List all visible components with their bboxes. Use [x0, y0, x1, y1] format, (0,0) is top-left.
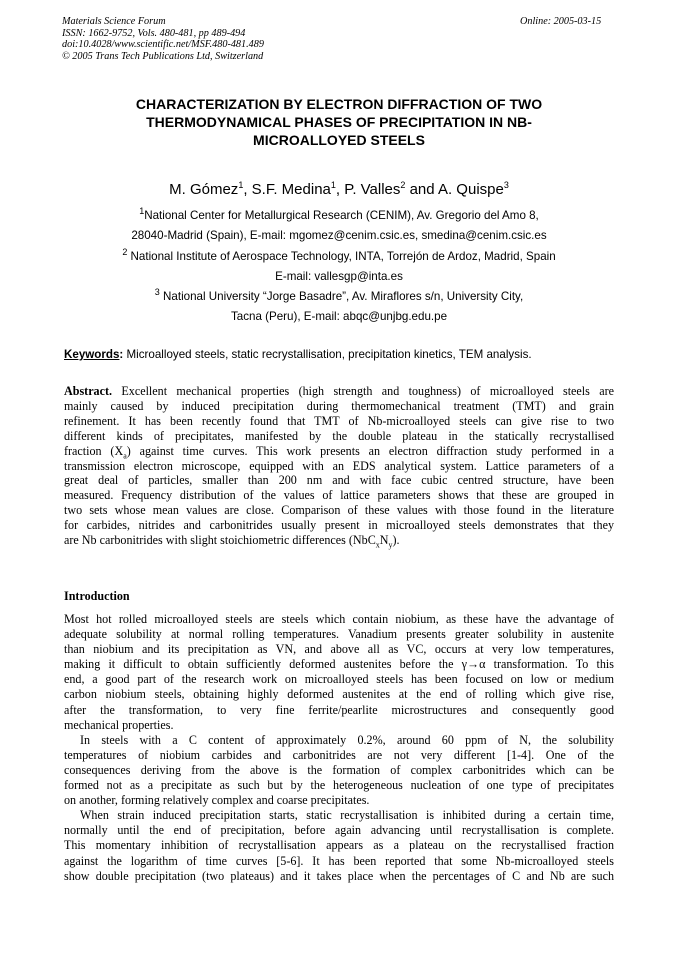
author-separator: ,: [243, 181, 252, 198]
body-line: after the transformation, to very fine ferrite/pearlite microstructures and consequently good: [64, 702, 614, 717]
author-name: S.F. Medina: [251, 181, 331, 198]
body-line: end, a good part of the research work on microalloyed steels has been focused on low or medium: [64, 672, 614, 687]
affiliation-marker: 3: [154, 287, 160, 298]
author-list: [60, 181, 618, 199]
body-line: carbon niobium steels, obtaining highly deformed austenites at the end of rolling which give rise,: [64, 687, 614, 702]
affiliation-line: E-mail: vallesgp@inta.es: [275, 269, 403, 283]
affiliation-line: [60, 206, 618, 226]
affiliation-marker: 1: [238, 180, 244, 190]
subscript: x: [375, 540, 380, 550]
body-line: formed not as a precipitate as such but by the heterogeneous nucleation of one type of precipitates: [64, 778, 614, 793]
body-line: than niobium and its precipitation as VN, and above all as VC, occurs at very low temperatures,: [64, 642, 614, 657]
journal-name: Materials Science Forum: [62, 16, 166, 27]
body-line: Most hot rolled microalloyed steels are steels which contain niobium, as these have the advantage of: [64, 612, 614, 626]
abstract-line: measured. Frequency distribution of the values of lattice parameters shows that these are grouped in: [64, 488, 614, 503]
abstract-label: Abstract.: [64, 384, 113, 398]
abstract-text: ) against time curves. This work presents an electron diffraction study performed in a: [126, 443, 614, 458]
abstract-text: ).: [392, 533, 400, 548]
abstract-line: mainly caused by induced precipitation during thermomechanical treatment (TMT) and grain: [64, 398, 614, 413]
online-date: Online: 2005-03-15: [520, 16, 602, 27]
introduction-body: [64, 612, 614, 884]
keywords-label: Keywords: [64, 348, 120, 361]
abstract-line: for carbides, nitrides and carbonitrides usually present in microalloyed steels demonstrates that they: [64, 518, 614, 533]
body-line: against the logarithm of time curves [5-6]. It has been reported that some Nb-microalloyed steels: [64, 853, 614, 868]
body-line: show double precipitation (two plateaus) and it takes place when the percentages of C and Nb are such: [64, 868, 614, 883]
affiliations: [60, 206, 618, 328]
body-line: on another, forming relatively complex and coarse precipitates.: [64, 793, 370, 808]
journal-header: [62, 16, 264, 62]
abstract-line: two sets whose mean values are close. Comparison of these values with those found in the literature: [64, 503, 614, 518]
subscript: y: [388, 540, 393, 550]
body-line: mechanical properties.: [64, 717, 174, 732]
abstract-line: great deal of particles, smaller than 200 nm and with face cubic centred structure, have been: [64, 473, 614, 488]
affiliation-line: Tacna (Peru), E-mail: abqc@unjbg.edu.pe: [230, 310, 448, 324]
body-line: When strain induced precipitation starts, static recrystallisation is inhibited during a certain time,: [80, 808, 614, 823]
abstract-text: are Nb carbonitrides with slight stoichiometric differences (NbC: [64, 533, 376, 548]
affiliation-marker: 2: [400, 180, 406, 190]
abstract-line: different kinds of precipitates, manifested by the double plateau in the statically recrystallised: [64, 428, 614, 443]
issn-line: ISSN: 1662-9752, Vols. 480-481, pp 489-494: [62, 27, 246, 39]
affiliation-marker: 2: [122, 246, 128, 257]
keywords: [64, 348, 616, 362]
author-name: P. Valles: [344, 181, 401, 198]
doi-line: doi:10.4028/www.scientific.net/MSF.480-481.489: [62, 39, 264, 51]
title-line: THERMODYNAMICAL PHASES OF PRECIPITATION IN NB-: [146, 114, 532, 130]
author-separator: and: [405, 181, 438, 198]
subscript: a: [123, 451, 127, 461]
body-line: normally until the end of precipitation, before again advancing until recrystallisation is complete.: [64, 823, 614, 838]
body-line: This momentary inhibition of recrystallisation appears as a plateau on the recrystallised fraction: [64, 838, 614, 853]
abstract-line: [64, 444, 614, 459]
author-name: A. Quispe: [437, 181, 504, 198]
abstract-line: transmission electron microscope, equipped with an EDS analytical system. Lattice parameters of a: [64, 458, 614, 473]
abstract-line: [64, 533, 614, 548]
keywords-text: Microalloyed steels, static recrystallisation, precipitation kinetics, TEM analysis.: [123, 348, 532, 361]
affiliation-text: National Institute of Aerospace Technology, INTA, Torrejón de Ardoz, Madrid, Spain: [127, 249, 556, 263]
copyright-line: © 2005 Trans Tech Publications Ltd, Switzerland: [62, 50, 264, 62]
abstract-line: [64, 384, 614, 399]
body-line: consequences deriving from the above is the formation of complex carbonitrides which can be: [64, 762, 614, 777]
author-name: M. Gómez: [169, 181, 239, 198]
abstract-line: refinement. It has been recently found that TMT of Nb-microalloyed steels can give rise to two: [64, 413, 614, 428]
affiliation-line: 28040-Madrid (Spain), E-mail: mgomez@cenim.csic.es, smedina@cenim.csic.es: [131, 229, 547, 243]
affiliation-line: [60, 287, 618, 307]
affiliation-line: [60, 247, 618, 267]
title-line: CHARACTERIZATION BY ELECTRON DIFFRACTION OF TWO: [135, 96, 543, 112]
keywords-colon: :: [119, 348, 124, 361]
abstract-text: N: [379, 533, 389, 548]
affiliation-text: National University “Jorge Basadre”, Av. Miraflores s/n, University City,: [159, 290, 524, 304]
affiliation-text: National Center for Metallurgical Research (CENIM), Av. Gregorio del Amo 8,: [144, 209, 539, 222]
abstract-text: Excellent mechanical properties (high strength and toughness) of microalloyed steels are: [112, 384, 614, 398]
affiliation-marker: 3: [503, 180, 509, 190]
body-line: adequate solubility at normal rolling temperatures. Vanadium presents greater solubility in austenite: [64, 627, 614, 642]
paper-title: [60, 95, 618, 149]
body-line: In steels with a C content of approximately 0.2%, around 60 ppm of N, the solubility: [80, 732, 614, 747]
author-separator: ,: [335, 181, 345, 198]
body-line: making it difficult to obtain sufficiently deformed austenites before the γ→α transformation. To this: [64, 657, 614, 672]
affiliation-marker: 1: [330, 180, 336, 190]
section-heading: Introduction: [64, 589, 130, 603]
title-line: MICROALLOYED STEELS: [253, 132, 425, 148]
abstract: [64, 384, 614, 548]
abstract-text: fraction (X: [64, 443, 124, 458]
body-line: temperatures of niobium carbides and carbonitrides are not very different [1-4]. One of the: [64, 747, 614, 762]
affiliation-marker: 1: [139, 206, 145, 217]
